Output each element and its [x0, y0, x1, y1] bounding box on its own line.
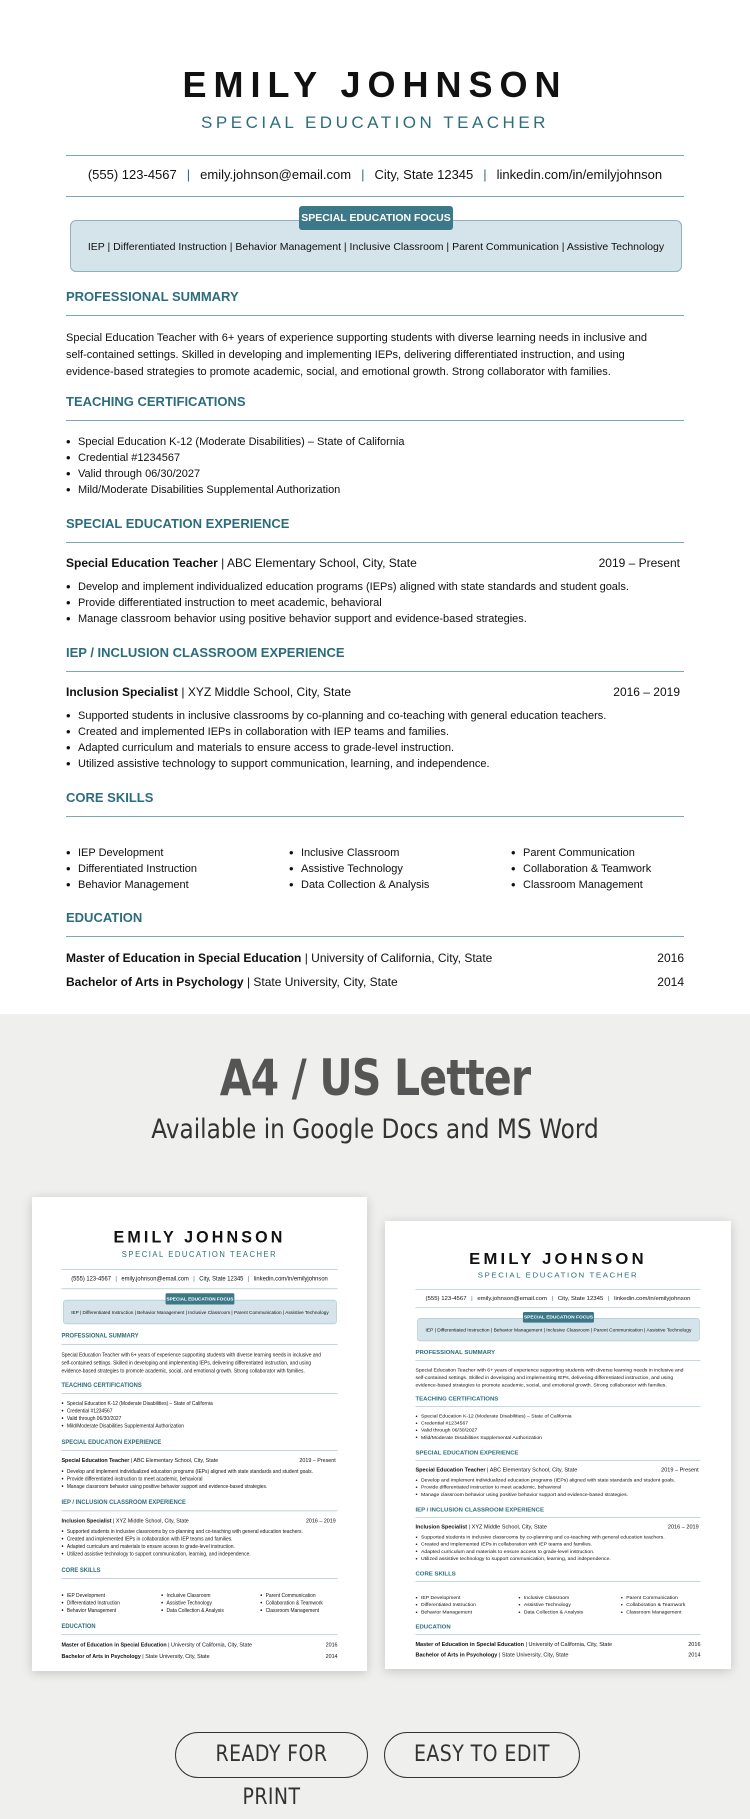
job-org: | ABC Elementary School, City, State [221, 556, 417, 570]
list-item: • Develop and implement individualized education programs (IEPs) aligned with state standards and student goals. [61, 1468, 338, 1475]
skill-item: • Collaboration & Teamwork [621, 1601, 686, 1608]
job-org: | ABC Elementary School, City, State [487, 1466, 578, 1473]
education-entry [61, 1653, 337, 1660]
list-item: • Develop and implement individualized education programs (IEPs) aligned with state standards and student goals. [415, 1477, 701, 1484]
summary-line: Special Education Teacher with 6+ years of experience supporting students with diverse learning needs in inclusive and [415, 1367, 684, 1373]
resume-name: EMILY JOHNSON [182, 64, 568, 105]
job-role: Inclusion Specialist [61, 1517, 112, 1524]
school: | University of California, City, State [525, 1641, 613, 1648]
divider [66, 816, 684, 817]
section-heading-iep-experience: IEP / INCLUSION CLASSROOM EXPERIENCE [61, 1498, 186, 1506]
section-heading-education: EDUCATION [66, 910, 143, 925]
section-heading-skills: CORE SKILLS [61, 1566, 101, 1574]
list-item: • Utilized assistive technology to support communication, learning, and independence. [61, 1550, 338, 1557]
job-dates: 2016 – 2019 [613, 685, 680, 699]
job-dates: 2019 – Present [661, 1466, 699, 1473]
contact-line [385, 1295, 731, 1302]
promo-section [0, 1014, 750, 1819]
skills-column [289, 845, 429, 893]
job-org: | ABC Elementary School, City, State [130, 1456, 219, 1464]
location: City, State 12345 [374, 167, 474, 182]
section-heading-education: EDUCATION [61, 1622, 96, 1630]
list-item: • Mild/Moderate Disabilities Supplemental Authorization [61, 1422, 338, 1429]
list-item: • Adapted curriculum and materials to ensure access to grade-level instruction. [66, 740, 686, 756]
list-item: • Credential #1234567 [61, 1407, 338, 1414]
summary-line: self-contained settings. Skilled in developing and implementing IEPs, delivering differentiated instruction, and using [61, 1360, 312, 1366]
skill-item: • Behavior Management [66, 877, 197, 893]
section-heading-sped-experience: SPECIAL EDUCATION EXPERIENCE [61, 1438, 162, 1446]
job-header [61, 1517, 335, 1524]
skills-column [511, 845, 651, 893]
summary-text [66, 330, 666, 381]
section-heading-summary: PROFESSIONAL SUMMARY [66, 289, 239, 304]
list-item: • Adapted curriculum and materials to ensure access to grade-level instruction. [61, 1543, 338, 1550]
degree: Bachelor of Arts in Psychology [61, 1652, 141, 1660]
education-entry [66, 975, 684, 989]
separator: | [186, 167, 191, 182]
skill-item: • Differentiated Instruction [66, 861, 197, 877]
resume-page [385, 1221, 731, 1669]
education-year: 2016 [688, 1641, 701, 1648]
focus-label: SPECIAL EDUCATION FOCUS [166, 1293, 235, 1304]
ready-for-print-button[interactable] [175, 1732, 368, 1810]
list-item: • Provide differentiated instruction to meet academic, behavioral [61, 1475, 338, 1482]
resume-name: EMILY JOHNSON [113, 1226, 286, 1247]
linkedin: linkedin.com/in/emilyjohnson [253, 1275, 328, 1283]
list-item: • Adapted curriculum and materials to ensure access to grade-level instruction. [415, 1548, 701, 1555]
location: City, State 12345 [557, 1294, 604, 1302]
iep-duties-list [415, 1534, 701, 1562]
job-org: | XYZ Middle School, City, State [468, 1523, 547, 1530]
focus-text: IEP | Differentiated Instruction | Behavior Management | Inclusive Classroom | Parent Communication | Assistive Technology [87, 241, 665, 253]
job-role: Inclusion Specialist [415, 1523, 468, 1530]
school: | University of California, City, State [304, 951, 493, 965]
education-entry [66, 951, 684, 965]
separator: | [483, 167, 487, 182]
skill-item: • Behavior Management [415, 1608, 475, 1615]
skill-item: • Assistive Technology [161, 1600, 224, 1607]
format-title: A4 / US Letter [219, 1049, 531, 1107]
linkedin: linkedin.com/in/emilyjohnson [614, 1294, 691, 1302]
skill-item: • Differentiated Instruction [61, 1600, 120, 1607]
section-heading-skills: CORE SKILLS [415, 1570, 456, 1577]
skill-item: • IEP Development [66, 845, 197, 861]
list-item: • Valid through 06/30/2027 [61, 1415, 338, 1422]
email: emily.johnson@email.com [200, 167, 352, 182]
job-header [66, 685, 680, 699]
thumbnail-content [32, 1197, 367, 1671]
job-org: | XYZ Middle School, City, State [113, 1517, 189, 1524]
list-item: • Valid through 06/30/2027 [66, 466, 686, 482]
divider [66, 155, 684, 156]
summary-text [415, 1367, 692, 1390]
skill-item: • Inclusive Classroom [161, 1592, 224, 1599]
skill-item: • Collaboration & Teamwork [511, 861, 651, 877]
section-heading-certifications: TEACHING CERTIFICATIONS [61, 1381, 142, 1389]
summary-line: self-contained settings. Skilled in developing and implementing IEPs, delivering differentiated instruction, and using [66, 349, 625, 361]
list-item: • Created and implemented IEPs in collaboration with IEP teams and families. [415, 1541, 701, 1548]
job-header [61, 1457, 335, 1464]
school: | State University, City, State [246, 975, 398, 989]
degree: Master of Education in Special Education [66, 951, 302, 965]
section-heading-certifications: TEACHING CERTIFICATIONS [66, 394, 246, 409]
list-item: • Manage classroom behavior using positive behavior support and evidence-based strategies. [66, 611, 686, 627]
a4-preview-thumbnail [32, 1197, 367, 1671]
skills-column [260, 1592, 323, 1614]
job-dates: 2019 – Present [299, 1456, 336, 1464]
list-item: • Credential #1234567 [66, 450, 686, 466]
job-dates: 2016 – 2019 [667, 1523, 699, 1530]
linkedin: linkedin.com/in/emilyjohnson [496, 167, 663, 182]
section-heading-education: EDUCATION [415, 1623, 451, 1630]
summary-line: evidence-based strategies to promote academic, social, and emotional growth. Strong collaborator with families. [61, 1368, 305, 1374]
summary-line: evidence-based strategies to promote academic, social, and emotional growth. Strong collaborator with families. [66, 366, 611, 378]
job-header [415, 1467, 698, 1473]
job-dates: 2019 – Present [598, 556, 680, 570]
letter-preview-thumbnail [385, 1221, 731, 1669]
resume-name: EMILY JOHNSON [469, 1249, 647, 1268]
resume-job-title: SPECIAL EDUCATION TEACHER [201, 113, 549, 132]
skill-item: • Parent Communication [511, 845, 651, 861]
list-item: • Created and implemented IEPs in collaboration with IEP teams and families. [66, 724, 686, 740]
certifications-list [61, 1400, 338, 1430]
summary-line: self-contained settings. Skilled in developing and implementing IEPs, delivering differentiated instruction, and using [415, 1375, 674, 1381]
skills-column [61, 1592, 120, 1614]
section-heading-summary: PROFESSIONAL SUMMARY [415, 1348, 496, 1356]
separator: | [471, 1294, 473, 1302]
skills-column [161, 1592, 224, 1614]
education-year: 2014 [325, 1652, 338, 1660]
list-item: • Utilized assistive technology to support communication, learning, and independence. [415, 1555, 701, 1562]
separator: | [551, 1294, 554, 1302]
separator: | [115, 1275, 117, 1283]
job-role: Special Education Teacher [66, 556, 218, 570]
phone: (555) 123-4567 [71, 1275, 111, 1283]
skill-item: • IEP Development [415, 1594, 475, 1601]
list-item: • Special Education K-12 (Moderate Disabilities) – State of California [415, 1413, 701, 1420]
list-item: • Credential #1234567 [415, 1420, 701, 1427]
separator: | [193, 1275, 195, 1283]
skill-item: • Parent Communication [260, 1592, 323, 1599]
school: | University of California, City, State [168, 1641, 252, 1649]
skill-item: • Classroom Management [621, 1608, 686, 1615]
email: emily.johnson@email.com [477, 1294, 547, 1302]
degree: Master of Education in Special Education [415, 1641, 525, 1648]
resume-job-title: SPECIAL EDUCATION TEACHER [121, 1249, 278, 1259]
job-role: Special Education Teacher [61, 1456, 130, 1464]
section-heading-certifications: TEACHING CERTIFICATIONS [415, 1395, 499, 1402]
sped-duties-list [61, 1468, 338, 1490]
contact-line [0, 167, 750, 182]
skill-item: • IEP Development [61, 1592, 120, 1599]
focus-label: SPECIAL EDUCATION FOCUS [523, 1312, 594, 1323]
section-heading-sped-experience: SPECIAL EDUCATION EXPERIENCE [415, 1448, 519, 1456]
phone: (555) 123-4567 [87, 167, 177, 182]
divider [66, 196, 684, 197]
button-label: EASY TO EDIT [414, 1742, 550, 1767]
section-heading-sped-experience: SPECIAL EDUCATION EXPERIENCE [66, 516, 290, 531]
job-header [66, 556, 680, 570]
list-item: • Special Education K-12 (Moderate Disabilities) – State of California [61, 1400, 338, 1407]
section-heading-iep-experience: IEP / INCLUSION CLASSROOM EXPERIENCE [66, 645, 345, 660]
list-item: • Provide differentiated instruction to meet academic, behavioral [415, 1484, 701, 1491]
degree: Bachelor of Arts in Psychology [66, 975, 244, 989]
skill-item: • Differentiated Instruction [415, 1601, 475, 1608]
divider [66, 671, 684, 672]
job-role: Special Education Teacher [415, 1466, 486, 1473]
thumbnail-content [385, 1221, 731, 1669]
section-heading-summary: PROFESSIONAL SUMMARY [61, 1332, 139, 1340]
job-header [415, 1524, 698, 1530]
education-year: 2016 [657, 951, 684, 965]
list-item: • Mild/Moderate Disabilities Supplemental Authorization [415, 1434, 701, 1441]
skill-item: • Assistive Technology [289, 861, 429, 877]
skill-item: • Classroom Management [511, 877, 651, 893]
summary-text [61, 1351, 329, 1375]
education-year: 2014 [657, 975, 684, 989]
list-item: • Mild/Moderate Disabilities Supplemental Authorization [66, 482, 686, 498]
sped-duties-list [415, 1477, 701, 1498]
focus-text: IEP | Differentiated Instruction | Behavior Management | Inclusive Classroom | Parent Communication | Assistive Technology [425, 1327, 692, 1333]
skills-column [621, 1594, 686, 1615]
skill-item: • Assistive Technology [518, 1601, 583, 1608]
sped-duties-list [66, 579, 686, 627]
summary-line: Special Education Teacher with 6+ years of experience supporting students with diverse learning needs in inclusive and [61, 1352, 322, 1358]
divider [66, 420, 684, 421]
education-year: 2014 [688, 1651, 701, 1658]
easy-to-edit-button[interactable] [384, 1732, 580, 1778]
list-item: • Supported students in inclusive classrooms by co-planning and co-teaching with general education teachers. [415, 1534, 701, 1541]
job-role: Inclusion Specialist [66, 685, 179, 699]
skill-item: • Classroom Management [260, 1607, 323, 1614]
divider [66, 315, 684, 316]
skill-item: • Data Collection & Analysis [518, 1608, 583, 1615]
job-dates: 2016 – 2019 [305, 1517, 336, 1524]
section-heading-skills: CORE SKILLS [66, 790, 154, 805]
focus-text: IEP | Differentiated Instruction | Behavior Management | Inclusive Classroom | Parent Communication | Assistive Technology [71, 1309, 329, 1316]
skill-item: • Parent Communication [621, 1594, 686, 1601]
certifications-list [415, 1413, 701, 1441]
summary-line: Special Education Teacher with 6+ years of experience supporting students with diverse learning needs in inclusive and [66, 332, 648, 344]
resume-page [32, 1197, 367, 1671]
iep-duties-list [66, 708, 686, 772]
list-item: • Develop and implement individualized education programs (IEPs) aligned with state standards and student goals. [66, 579, 686, 595]
certifications-list [66, 434, 686, 498]
skill-item: • Behavior Management [61, 1607, 120, 1614]
degree: Bachelor of Arts in Psychology [415, 1651, 498, 1658]
education-entry [415, 1652, 700, 1658]
list-item: • Manage classroom behavior using positive behavior support and evidence-based strategies. [61, 1483, 338, 1490]
list-item: • Supported students in inclusive classrooms by co-planning and co-teaching with general education teachers. [66, 708, 686, 724]
summary-line: evidence-based strategies to promote academic, social, and emotional growth. Strong collaborator with families. [415, 1382, 667, 1389]
skills-column [518, 1594, 583, 1615]
format-subtitle: Available in Google Docs and MS Word [151, 1114, 599, 1145]
list-item: • Manage classroom behavior using positive behavior support and evidence-based strategies. [415, 1491, 701, 1498]
list-item: • Created and implemented IEPs in collaboration with IEP teams and families. [61, 1535, 338, 1542]
skill-item: • Data Collection & Analysis [161, 1607, 224, 1614]
separator: | [607, 1294, 610, 1302]
school: | State University, City, State [142, 1652, 210, 1660]
list-item: • Special Education K-12 (Moderate Disabilities) – State of California [66, 434, 686, 450]
skill-item: • Collaboration & Teamwork [260, 1600, 323, 1607]
skills-column [415, 1594, 475, 1615]
phone: (555) 123-4567 [425, 1294, 467, 1302]
list-item: • Utilized assistive technology to support communication, learning, and independence. [66, 756, 686, 772]
location: City, State 12345 [199, 1275, 244, 1283]
skill-item: • Inclusive Classroom [289, 845, 429, 861]
job-org: | XYZ Middle School, City, State [181, 685, 352, 699]
separator: | [361, 167, 365, 182]
school: | State University, City, State [498, 1651, 569, 1658]
list-item: • Valid through 06/30/2027 [415, 1427, 701, 1434]
education-year: 2016 [325, 1641, 338, 1649]
skill-item: • Inclusive Classroom [518, 1594, 583, 1601]
button-label: READY FOR PRINT [215, 1742, 328, 1810]
email: emily.johnson@email.com [121, 1275, 189, 1283]
section-heading-iep-experience: IEP / INCLUSION CLASSROOM EXPERIENCE [415, 1505, 544, 1513]
list-item: • Supported students in inclusive classrooms by co-planning and co-teaching with general education teachers. [61, 1528, 338, 1535]
focus-label: SPECIAL EDUCATION FOCUS [299, 206, 453, 230]
resume-job-title: SPECIAL EDUCATION TEACHER [477, 1270, 639, 1280]
contact-line [32, 1275, 367, 1282]
skill-item: • Data Collection & Analysis [289, 877, 429, 893]
skills-column [66, 845, 197, 893]
education-entry [61, 1642, 337, 1649]
iep-duties-list [61, 1528, 338, 1558]
list-item: • Provide differentiated instruction to meet academic, behavioral [66, 595, 686, 611]
divider [66, 936, 684, 937]
education-entry [415, 1641, 700, 1647]
divider [66, 542, 684, 543]
degree: Master of Education in Special Education [61, 1641, 167, 1649]
separator: | [247, 1275, 250, 1283]
